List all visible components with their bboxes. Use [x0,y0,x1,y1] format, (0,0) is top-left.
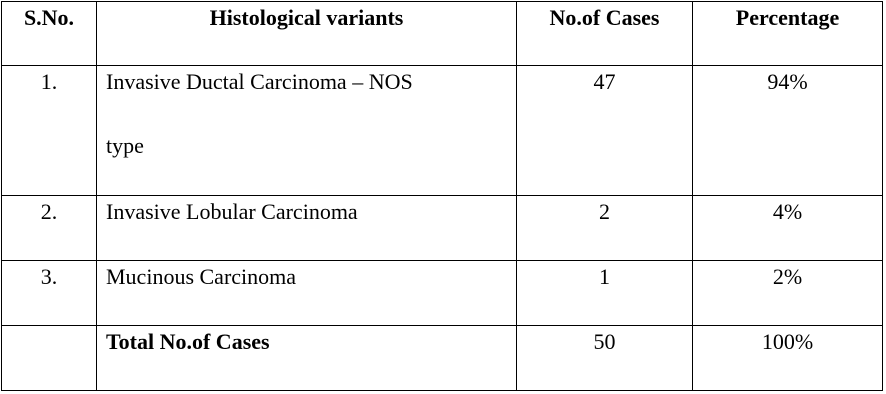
header-percentage-label: Percentage [735,5,840,30]
row-variant-line1: Invasive Ductal Carcinoma – NOS [106,69,413,94]
header-variant [97,2,517,66]
row-variant [97,196,517,261]
total-cases-value: 50 [593,329,616,354]
total-percentage-value: 100% [761,329,814,354]
row-sno-value: 3. [40,264,58,289]
row-sno-value: 2. [40,199,58,224]
row-percentage-value: 4% [772,199,803,224]
header-sno [2,2,97,66]
row-cases-value: 2 [599,199,610,224]
row-cases [517,196,693,261]
table-row [2,196,883,261]
header-variant-label: Histological variants [209,5,404,30]
table-total-row [2,326,883,391]
row-sno [2,196,97,261]
table-header-row [2,2,883,66]
histological-variants-table [1,1,883,391]
header-cases [517,2,693,66]
total-label: Total No.of Cases [106,329,270,354]
table-row [2,66,883,196]
total-label-cell [97,326,517,391]
row-cases-value: 1 [599,264,610,289]
total-cases [517,326,693,391]
total-percentage [693,326,883,391]
row-sno [2,261,97,326]
row-variant-value: Mucinous Carcinoma [106,264,297,289]
row-variant [97,66,517,196]
row-sno-value: 1. [40,69,58,94]
row-percentage-value: 94% [767,69,808,94]
table-row [2,261,883,326]
total-sno [2,326,97,391]
row-variant [97,261,517,326]
row-percentage [693,196,883,261]
row-percentage [693,261,883,326]
row-cases [517,66,693,196]
row-sno [2,66,97,196]
header-sno-label: S.No. [23,5,75,30]
row-variant-value: Invasive Lobular Carcinoma [106,199,358,224]
row-variant-line2: type [106,133,144,158]
row-percentage-value: 2% [772,264,803,289]
header-cases-label: No.of Cases [549,5,660,30]
row-percentage [693,66,883,196]
row-cases [517,261,693,326]
row-cases-value: 47 [593,69,616,94]
header-percentage [693,2,883,66]
